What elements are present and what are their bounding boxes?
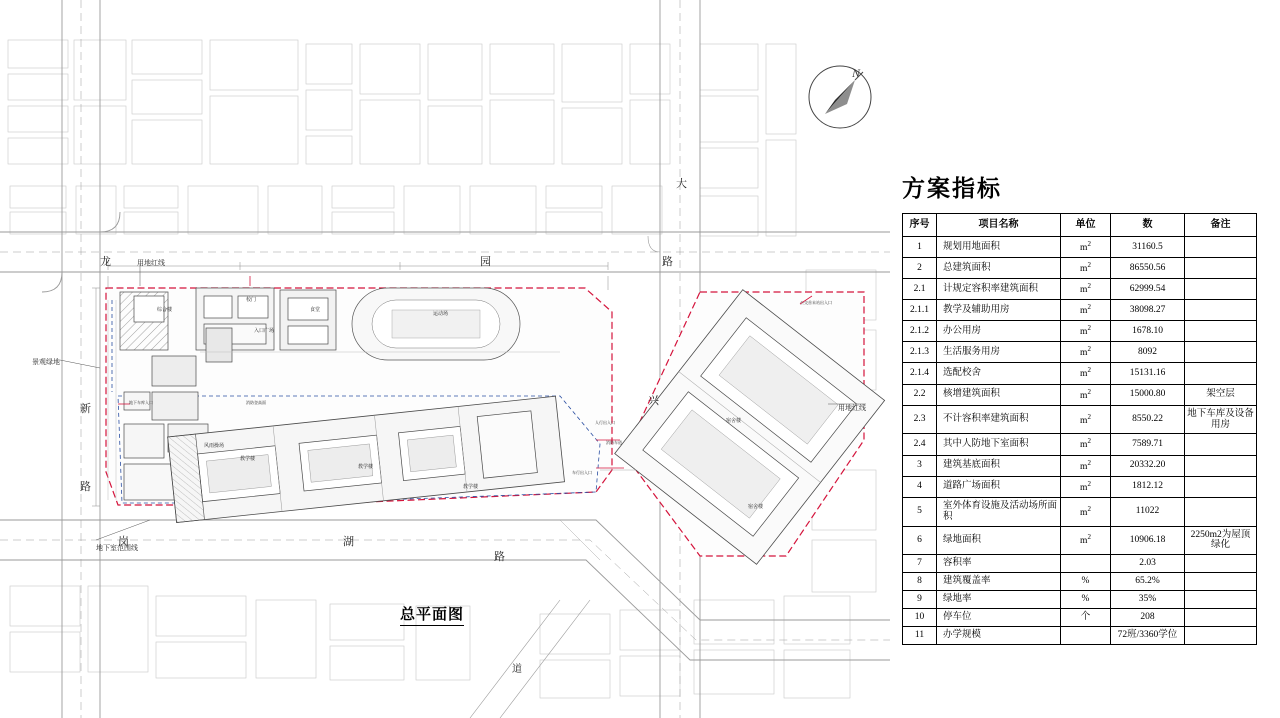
cell-value: 1678.10: [1111, 321, 1185, 342]
table-row: [903, 321, 1257, 342]
table-row: [903, 237, 1257, 258]
table-row: [903, 573, 1257, 591]
plan-label: 车行出入口: [572, 470, 592, 475]
cell-name: 道路广场面积: [937, 476, 1061, 497]
cell-value: 2.03: [1111, 555, 1185, 573]
cell-remark: [1185, 434, 1257, 455]
cell-remark: [1185, 476, 1257, 497]
plan-label: 用地红线: [838, 405, 866, 412]
cell-unit: $m^2$: [1061, 476, 1111, 497]
plan-label: 宿舍楼: [726, 418, 742, 424]
cell-unit: 个: [1061, 609, 1111, 627]
th-name: 项目名称: [937, 214, 1061, 237]
cell-value: 1812.12: [1111, 476, 1185, 497]
cell-value: 20332.20: [1111, 455, 1185, 476]
cell-value: 10906.18: [1111, 526, 1185, 555]
cell-unit: $m^2$: [1061, 300, 1111, 321]
plan-label: 园: [480, 256, 491, 268]
compass-icon: [805, 62, 875, 132]
plan-label: 风雨操场: [204, 443, 225, 449]
table-row: [903, 591, 1257, 609]
cell-no: 9: [903, 591, 937, 609]
table-row: [903, 455, 1257, 476]
cell-value: 11022: [1111, 497, 1185, 526]
cell-unit: $m^2$: [1061, 384, 1111, 405]
cell-name: 建筑基底面积: [937, 455, 1061, 476]
cell-value: 62999.54: [1111, 279, 1185, 300]
table-row: [903, 363, 1257, 384]
plan-label: 地下室范围线: [96, 545, 138, 552]
cell-value: 38098.27: [1111, 300, 1185, 321]
cell-value: 35%: [1111, 591, 1185, 609]
cell-remark: 架空层: [1185, 384, 1257, 405]
cell-value: 8092: [1111, 342, 1185, 363]
cell-unit: $m^2$: [1061, 279, 1111, 300]
th-value: 数: [1111, 214, 1185, 237]
plan-label: 兴: [648, 395, 659, 407]
table-row: [903, 384, 1257, 405]
th-unit: 单位: [1061, 214, 1111, 237]
cell-value: 8550.22: [1111, 405, 1185, 434]
cell-remark: [1185, 455, 1257, 476]
cell-no: 3: [903, 455, 937, 476]
cell-name: 总建筑面积: [937, 258, 1061, 279]
table-row: [903, 476, 1257, 497]
cell-remark: [1185, 258, 1257, 279]
cell-value: 31160.5: [1111, 237, 1185, 258]
cell-unit: $m^2$: [1061, 497, 1111, 526]
cell-unit: %: [1061, 591, 1111, 609]
plan-label: 新: [80, 403, 91, 415]
cell-no: 2.1.1: [903, 300, 937, 321]
plan-label: 入口广场: [254, 328, 275, 334]
th-remark: 备注: [1185, 214, 1257, 237]
cell-value: 65.2%: [1111, 573, 1185, 591]
plan-label: 食堂: [310, 307, 321, 313]
cell-unit: $m^2$: [1061, 237, 1111, 258]
cell-remark: [1185, 573, 1257, 591]
cell-no: 10: [903, 609, 937, 627]
cell-no: 2.3: [903, 405, 937, 434]
cell-no: 2.1.2: [903, 321, 937, 342]
plan-label: 景观绿地: [32, 359, 60, 366]
table-row: [903, 434, 1257, 455]
table-row: [903, 279, 1257, 300]
cell-unit: $m^2$: [1061, 342, 1111, 363]
cell-remark: 地下车库及设备用房: [1185, 405, 1257, 434]
cell-no: 2.1: [903, 279, 937, 300]
plan-label: 运动场: [433, 311, 449, 317]
cell-unit: $m^2$: [1061, 455, 1111, 476]
plan-label: 教学楼: [358, 464, 374, 470]
plan-label: 教学楼: [240, 456, 256, 462]
cell-name: 规划用地面积: [937, 237, 1061, 258]
cell-name: 停车位: [937, 609, 1061, 627]
table-row: [903, 555, 1257, 573]
plan-label: 湖: [343, 536, 354, 548]
cell-name: 建筑覆盖率: [937, 573, 1061, 591]
cell-remark: [1185, 321, 1257, 342]
plan-label: 路: [494, 551, 505, 563]
cell-no: 2.1.3: [903, 342, 937, 363]
cell-unit: [1061, 627, 1111, 645]
plan-label: 岗: [118, 536, 129, 548]
plan-label: 人行出入口: [595, 420, 615, 425]
plan-label: 校门: [246, 297, 257, 303]
plan-label: 消防车道: [606, 440, 622, 445]
table-row: [903, 609, 1257, 627]
table-row: [903, 258, 1257, 279]
plan-label: 综合楼: [157, 307, 173, 313]
cell-name: 室外体育设施及活动场所面积: [937, 497, 1061, 526]
cell-remark: [1185, 627, 1257, 645]
compass-north-letter: N: [852, 66, 861, 80]
cell-remark: [1185, 300, 1257, 321]
cell-remark: [1185, 363, 1257, 384]
cell-no: 2.2: [903, 384, 937, 405]
cell-remark: [1185, 591, 1257, 609]
table-row: [903, 405, 1257, 434]
cell-no: 8: [903, 573, 937, 591]
cell-remark: [1185, 237, 1257, 258]
plan-label: 道: [512, 664, 522, 675]
table-row: [903, 497, 1257, 526]
cell-no: 1: [903, 237, 937, 258]
plan-label: 路: [80, 481, 91, 493]
table-header-row: [903, 214, 1257, 237]
cell-no: 2.4: [903, 434, 937, 455]
cell-remark: [1185, 279, 1257, 300]
cell-unit: $m^2$: [1061, 405, 1111, 434]
indicator-panel: [890, 0, 1280, 718]
cell-remark: 2250m2为屋顶绿化: [1185, 526, 1257, 555]
plan-label: 公交首末站出入口: [800, 300, 832, 305]
plan-label: 大: [676, 178, 687, 190]
table-row: [903, 627, 1257, 645]
table-row: [903, 342, 1257, 363]
plan-label: 龙: [100, 256, 111, 268]
cell-remark: [1185, 342, 1257, 363]
plan-label: 路: [662, 256, 673, 268]
cell-name: 办学规模: [937, 627, 1061, 645]
plan-label: 宿舍楼: [748, 504, 764, 510]
cell-value: 208: [1111, 609, 1185, 627]
cell-no: 7: [903, 555, 937, 573]
cell-unit: $m^2$: [1061, 526, 1111, 555]
cell-name: 办公用房: [937, 321, 1061, 342]
cell-value: 86550.56: [1111, 258, 1185, 279]
cell-name: 生活服务用房: [937, 342, 1061, 363]
cell-name: 核增建筑面积: [937, 384, 1061, 405]
cell-name: 其中人防地下室面积: [937, 434, 1061, 455]
cell-name: 教学及辅助用房: [937, 300, 1061, 321]
cell-no: 11: [903, 627, 937, 645]
cell-unit: $m^2$: [1061, 434, 1111, 455]
plan-label: 地下车库入口: [129, 400, 153, 405]
cell-remark: [1185, 555, 1257, 573]
cell-name: 绿地面积: [937, 526, 1061, 555]
cell-unit: $m^2$: [1061, 321, 1111, 342]
plan-label: 消防登高面: [246, 400, 266, 405]
plan-label: 教学楼: [463, 484, 479, 490]
cell-no: 2: [903, 258, 937, 279]
cell-name: 不计容积率建筑面积: [937, 405, 1061, 434]
indicator-table: [902, 213, 1257, 645]
cell-name: 容积率: [937, 555, 1061, 573]
cell-name: 绿地率: [937, 591, 1061, 609]
cell-remark: [1185, 609, 1257, 627]
cell-no: 2.1.4: [903, 363, 937, 384]
cell-name: 计规定容积率建筑面积: [937, 279, 1061, 300]
cell-unit: $m^2$: [1061, 258, 1111, 279]
cell-no: 5: [903, 497, 937, 526]
cell-remark: [1185, 497, 1257, 526]
cell-unit: %: [1061, 573, 1111, 591]
th-no: 序号: [903, 214, 937, 237]
table-row: [903, 300, 1257, 321]
table-row: [903, 526, 1257, 555]
plan-title: 总平面图: [400, 603, 464, 626]
cell-value: 72班/3360学位: [1111, 627, 1185, 645]
cell-unit: [1061, 555, 1111, 573]
cell-value: 15131.16: [1111, 363, 1185, 384]
cell-name: 选配校舍: [937, 363, 1061, 384]
cell-no: 6: [903, 526, 937, 555]
cell-value: 15000.80: [1111, 384, 1185, 405]
cell-unit: $m^2$: [1061, 363, 1111, 384]
plan-label: 用地红线: [137, 260, 165, 267]
cell-value: 7589.71: [1111, 434, 1185, 455]
indicator-table-title: 方案指标: [902, 175, 1002, 201]
cell-no: 4: [903, 476, 937, 497]
